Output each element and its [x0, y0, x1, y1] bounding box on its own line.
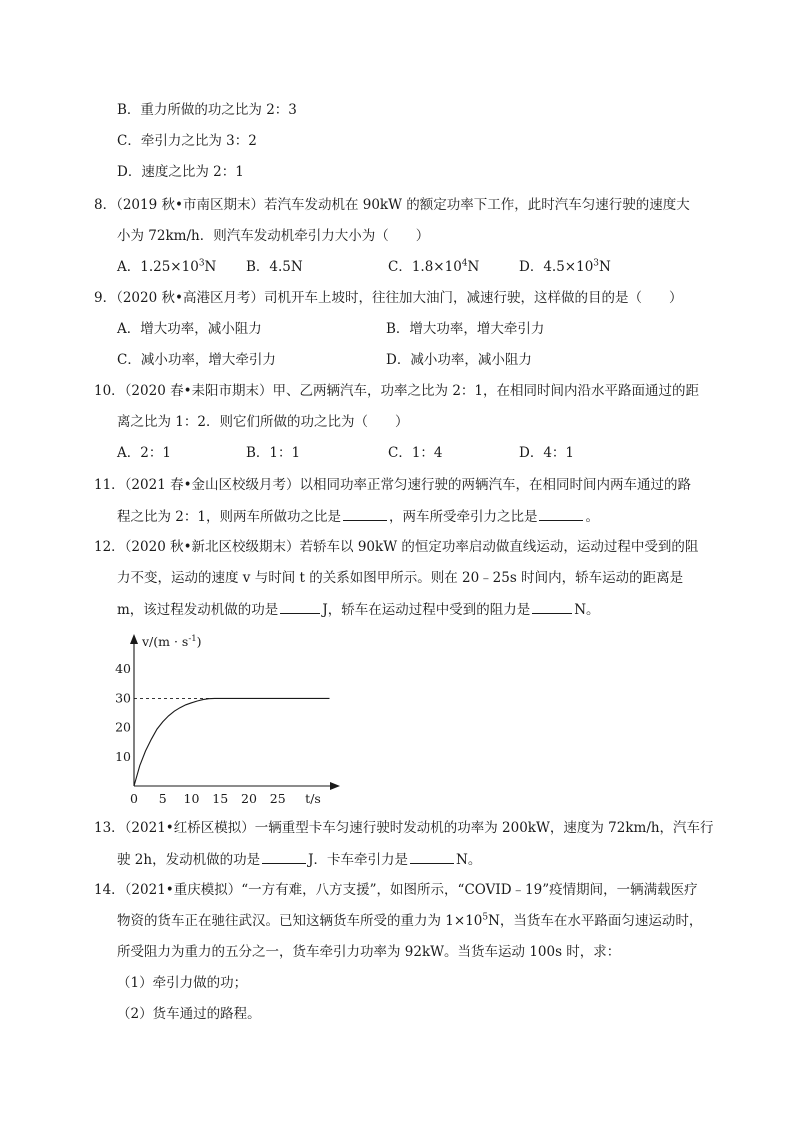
x-tick-label: 10 — [183, 791, 200, 806]
q9-option-d: D．减小功率，减小阻力 — [386, 352, 532, 368]
q9-option-c: C．减小功率，增大牵引力 — [117, 352, 276, 368]
x-tick-label: 0 — [130, 791, 138, 806]
q14-stem-line1: 14．（2021•重庆模拟）“一方有难，八方支援”，如图所示，“COVID﹣19”疫情期间，一辆满载医疗 — [94, 882, 698, 898]
q14-subquestion-1: （1）牵引力做的功； — [117, 975, 248, 991]
chart-axes — [130, 634, 340, 790]
y-axis-label: $v/(m \cdot s^{-1})$ — [142, 634, 202, 649]
q10-option-c: C．1：4 — [388, 445, 443, 461]
q7-option-d: D．速度之比为 2：1 — [117, 164, 244, 180]
velocity-time-chart — [108, 628, 358, 813]
y-tick-label: 40 — [115, 661, 131, 677]
q10-option-a: A．2：1 — [117, 445, 171, 461]
chart-ticks — [115, 661, 286, 806]
q13-stem-line2: 驶 2h，发动机做的功是 J．卡车牵引力是 N。 — [117, 849, 481, 870]
y-axis-arrow — [130, 634, 138, 644]
q8-stem-line1: 8．（2019 秋•市南区期末）若汽车发动机在 90kW 的额定功率下工作，此时汽车匀速行驶的速度大 — [94, 197, 690, 213]
y-tick-label: 10 — [115, 748, 131, 764]
answer-blank — [280, 599, 320, 614]
q11-stem-line1: 11．（2021 春•金山区校级月考）以相同功率正常匀速行驶的两辆汽车，在相同时间内两车通过的路 — [94, 477, 692, 493]
x-axis-label: t/s — [305, 791, 321, 806]
q12-stem-line3: m，该过程发动机做的功是 J，轿车在运动过程中受到的阻力是 N。 — [117, 599, 600, 620]
x-tick-label: 15 — [212, 791, 229, 806]
q14-stem-line2: 物资的货车正在驰往武汉。已知这辆货车所受的重力为 $1\times 10^5N$，当货车在水平路面匀速运动时， — [117, 912, 703, 929]
q10-stem-line1: 10．（2020 春•耒阳市期末）甲、乙两辆汽车，功率之比为 2：1，在相同时间内沿水平路面通过的距 — [94, 383, 700, 399]
answer-blank — [539, 506, 583, 521]
q8-option-c: C．$1.8\times 10^4N$ — [388, 258, 480, 275]
chart-labels — [141, 634, 321, 806]
velocity-curve — [134, 698, 330, 786]
answer-blank — [262, 849, 306, 864]
q13-stem-line1: 13．（2021•红桥区模拟）一辆重型卡车匀速行驶时发动机的功率为 200kW，速度为 72km/h，汽车行 — [94, 820, 714, 836]
x-tick-label: 20 — [241, 791, 257, 806]
q9-stem-line1: 9．（2020 秋•高港区月考）司机开车上坡时，往往加大油门，减速行驶，这样做的目的是（ ） — [94, 290, 683, 306]
q12-stem-line1: 12．（2020 秋•新北区校级期末）若轿车以 90kW 的恒定功率启动做直线运动，运动过程中受到的阻 — [94, 539, 699, 555]
y-tick-label: 20 — [115, 719, 131, 735]
x-axis-arrow — [330, 782, 340, 790]
q10-option-b: B．1：1 — [246, 445, 301, 461]
q14-stem-line3: 所受阻力为重力的五分之一，货车牵引力功率为 92kW。当货车运动 100s 时，求： — [117, 944, 621, 960]
answer-blank — [343, 506, 387, 521]
x-tick-label: 5 — [158, 791, 167, 806]
q7-option-b: B．重力所做的功之比为 2：3 — [117, 102, 297, 118]
q8-option-d: D．$4.5\times 10^3N$ — [519, 258, 611, 275]
q10-stem-line2: 离之比为 1：2．则它们所做的功之比为（ ） — [117, 414, 409, 430]
q8-option-a: A．$1.25\times 10^3N$ — [117, 258, 217, 275]
q14-subquestion-2: （2）货车通过的路程。 — [117, 1006, 261, 1022]
q8-stem-line2: 小为 72km/h．则汽车发动机牵引力大小为（ ） — [117, 228, 430, 244]
q8-option-b: B．4.5N — [246, 259, 303, 275]
q9-option-a: A．增大功率，减小阻力 — [117, 321, 262, 337]
q12-stem-line2: 力不变，运动的速度 v 与时间 t 的关系如图甲所示。则在 20﹣25s 时间内，轿车运动的距离是 — [117, 570, 684, 586]
q7-option-c: C．牵引力之比为 3：2 — [117, 133, 257, 149]
y-tick-label: 30 — [115, 690, 131, 706]
q11-stem-line2: 程之比为 2：1，则两车所做功之比是 ，两车所受牵引力之比是 。 — [117, 506, 599, 527]
chart-series — [134, 698, 330, 786]
q9-option-b: B．增大功率，增大牵引力 — [386, 321, 545, 337]
x-tick-label: 25 — [269, 791, 286, 806]
answer-blank — [532, 599, 572, 614]
q10-option-d: D．4：1 — [519, 445, 575, 461]
answer-blank — [410, 849, 454, 864]
